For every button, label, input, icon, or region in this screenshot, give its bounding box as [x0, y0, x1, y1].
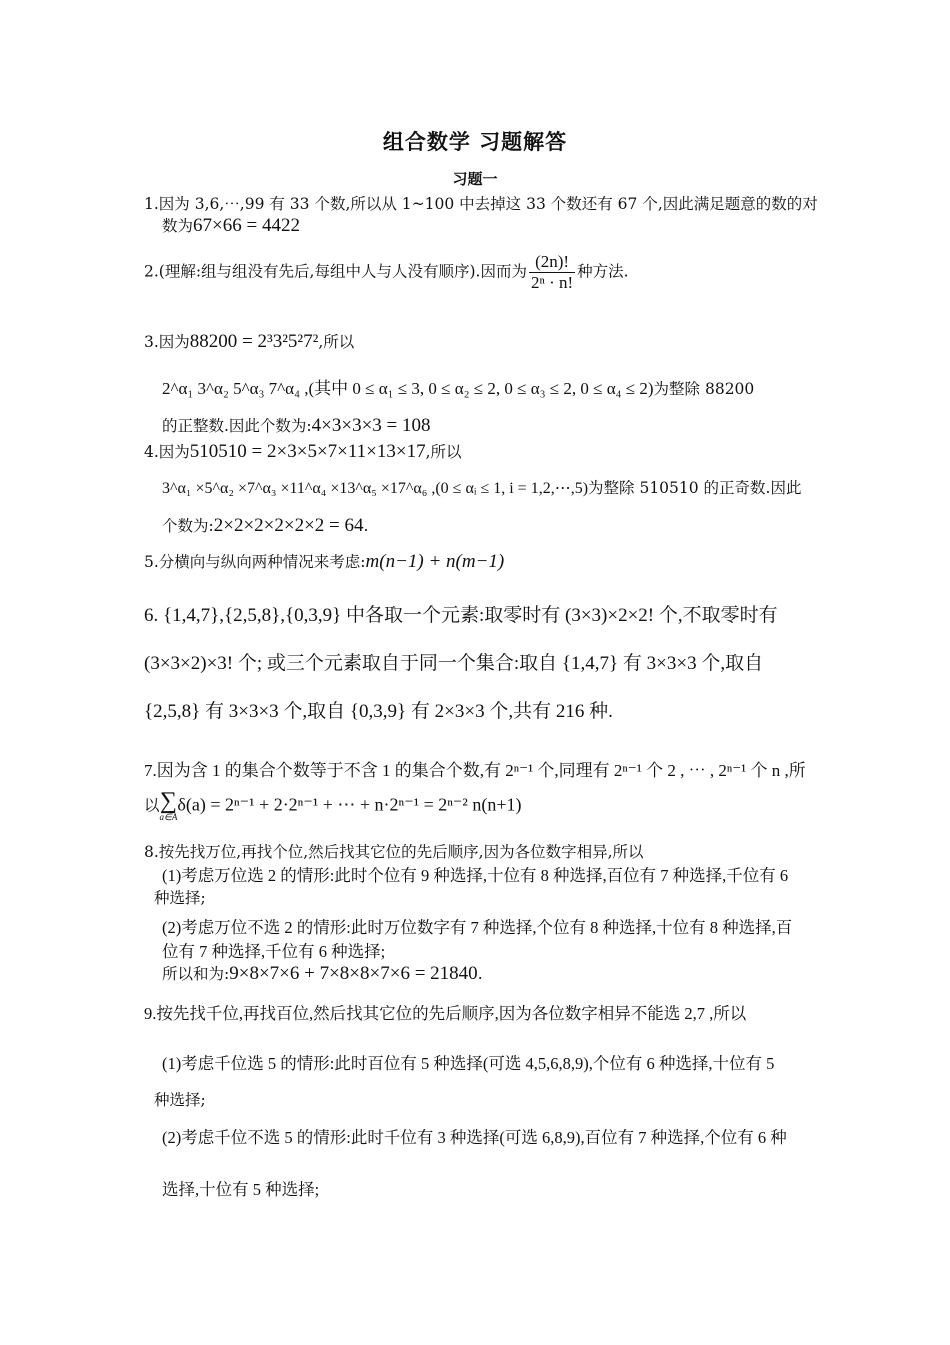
problem-9-line-5	[162, 1176, 826, 1200]
problem-5-text: 5.分横向与纵向两种情况来考虑:	[144, 553, 366, 571]
problem-4-period: .	[363, 517, 369, 535]
problem-6-text-1: 6. {1,4,7},{2,5,8},{0,3,9} 中各取一个元素:取零时有 (3×3)×2×2! 个,不取零时有	[144, 605, 778, 626]
problem-7-line-1	[144, 756, 808, 781]
problem-7-line-2	[144, 790, 808, 823]
problem-8-sum-text: 所以和为:	[162, 965, 230, 983]
problem-5-math: m(n−1) + n(m−1)	[365, 551, 505, 572]
problem-4-line-3-text: 个数为:	[162, 517, 214, 535]
problem-8-text-2: (1)考虑万位选 2 的情形:此时个位有 9 种选择,十位有 8 种选择,百位有 7 种选择,千位有 6	[162, 866, 789, 885]
problem-3-after: ,所以	[318, 333, 355, 351]
problem-6-line-1	[144, 600, 808, 627]
problem-4-line-3	[162, 514, 826, 537]
problem-3-line-1	[144, 330, 808, 353]
problem-8-line-5	[162, 938, 826, 962]
problem-1-math: 67×66 = 4422	[193, 215, 300, 236]
fraction-denominator: 2ⁿ · n!	[530, 273, 574, 292]
problem-7-text-1: 7.因为含 1 的集合个数等于不含 1 的集合个数,有 2ⁿ⁻¹ 个,同理有 2ⁿ⁻¹ 个 2 , ⋯ , 2ⁿ⁻¹ 个 n ,所	[144, 761, 806, 780]
problem-2-text-before: 2.(理解:组与组没有先后,每组中人与人没有顺序).因而为	[144, 262, 527, 281]
problem-9-text-5: 选择,十位有 5 种选择;	[162, 1180, 320, 1199]
problem-4-line-2	[162, 476, 826, 498]
problem-4-text: 4.因为	[144, 443, 190, 461]
problem-4-line-2-after: 为整除 510510 的正奇数.因此	[588, 479, 802, 497]
problem-8-line-3: 种选择;	[154, 889, 206, 907]
problem-9-line-4	[162, 1124, 826, 1148]
summation-subscript: a∈A	[159, 812, 178, 822]
problem-3-answer: 4×3×3×3 = 108	[311, 415, 431, 436]
problem-3-line-2-after: 为整除 88200	[653, 380, 755, 398]
problem-8-period: .	[477, 965, 483, 983]
problem-4-answer: 2×2×2×2×2×2 = 64	[213, 515, 364, 536]
fraction-numerator: (2n)!	[529, 252, 575, 273]
problem-3-line-3-text: 的正整数.因此个数为:	[162, 417, 312, 435]
problem-3-exponents: 2^α₁ 3^α₂ 5^α₃ 7^α₄ ,(其中 0 ≤ α₁ ≤ 3, 0 ≤ α₂ ≤ 2, 0 ≤ α₃ ≤ 2, 0 ≤ α₄ ≤ 2)	[162, 379, 654, 398]
problem-8-line-6	[162, 962, 826, 985]
problem-4-after: ,所以	[425, 443, 462, 461]
problem-9-line-1	[144, 1000, 808, 1024]
summation-symbol: ∑ a∈A	[159, 788, 178, 822]
problem-8-line-2	[162, 862, 826, 886]
problem-2-fraction	[529, 252, 575, 293]
problem-6-line-3	[144, 696, 808, 723]
problem-6-text-2: (3×3×2)×3! 个; 或三个元素取自于同一个集合:取自 {1,4,7} 有 3×3×3 个,取自	[144, 653, 764, 674]
problem-3-math: 88200 = 2³3²5²7²	[189, 331, 319, 352]
problem-5-line	[144, 550, 808, 573]
problem-4-math: 510510 = 2×3×5×7×11×13×17	[189, 441, 426, 462]
problem-3-line-3	[162, 414, 826, 437]
problem-2-text-after: 种方法.	[577, 262, 629, 281]
problem-8-text-4: (2)考虑万位不选 2 的情形:此时万位数字有 7 种选择,个位有 8 种选择,十位有 8 种选择,百	[162, 918, 793, 937]
problem-4-exponents: 3^α₁ ×5^α₂ ×7^α₃ ×11^α₄ ×13^α₅ ×17^α₆ ,(0 ≤ αᵢ ≤ 1, i = 1,2,⋯,5)	[162, 480, 589, 497]
problem-9-line-3: 种选择;	[154, 1091, 206, 1109]
problem-9-line-2	[162, 1050, 826, 1074]
problem-8-answer: 9×8×7×6 + 7×8×8×7×6 = 21840	[229, 963, 478, 984]
problem-6-line-2	[144, 648, 808, 675]
problem-9-text-4: (2)考虑千位不选 5 的情形:此时千位有 3 种选择(可选 6,8,9),百位有 7 种选择,个位有 6 种	[162, 1128, 787, 1147]
problem-8-line-1: 8.按先找万位,再找个位,然后找其它位的先后顺序,因为各位数字相异,所以	[144, 843, 644, 861]
problem-1-line-2	[162, 214, 826, 237]
problem-9-text-1: 9.按先找千位,再找百位,然后找其它位的先后顺序,因为各位数字相异不能选 2,7 ,所以	[144, 1004, 747, 1023]
problem-4-line-1	[144, 440, 808, 463]
problem-8-text-5: 位有 7 种选择,千位有 6 种选择;	[162, 942, 386, 961]
problem-9-text-2: (1)考虑千位选 5 的情形:此时百位有 5 种选择(可选 4,5,6,8,9),个位有 6 种选择,十位有 5	[162, 1054, 775, 1073]
problem-7-text-2: 以	[144, 796, 160, 815]
problem-3-text: 3.因为	[144, 333, 190, 351]
problem-3-line-2	[162, 374, 826, 399]
problem-2-line	[144, 252, 808, 293]
problem-7-math: δ(a) = 2ⁿ⁻¹ + 2·2ⁿ⁻¹ + ⋯ + n·2ⁿ⁻¹ = 2ⁿ⁻² n(n+1)	[177, 794, 522, 815]
problem-8-line-4	[162, 914, 826, 938]
problem-6-text-3: {2,5,8} 有 3×3×3 个,取自 {0,3,9} 有 2×3×3 个,共有 216 种.	[144, 701, 613, 722]
section-heading: 习题一	[452, 170, 498, 188]
problem-1-text: 数为	[162, 217, 194, 235]
problem-1-line-1: 1.因为 3,6,⋯,99 有 33 个数,所以从 1~100 中去掉这 33 个数还有 67 个,因此满足题意的数的对	[144, 195, 818, 213]
page-title: 组合数学 习题解答	[382, 129, 568, 154]
